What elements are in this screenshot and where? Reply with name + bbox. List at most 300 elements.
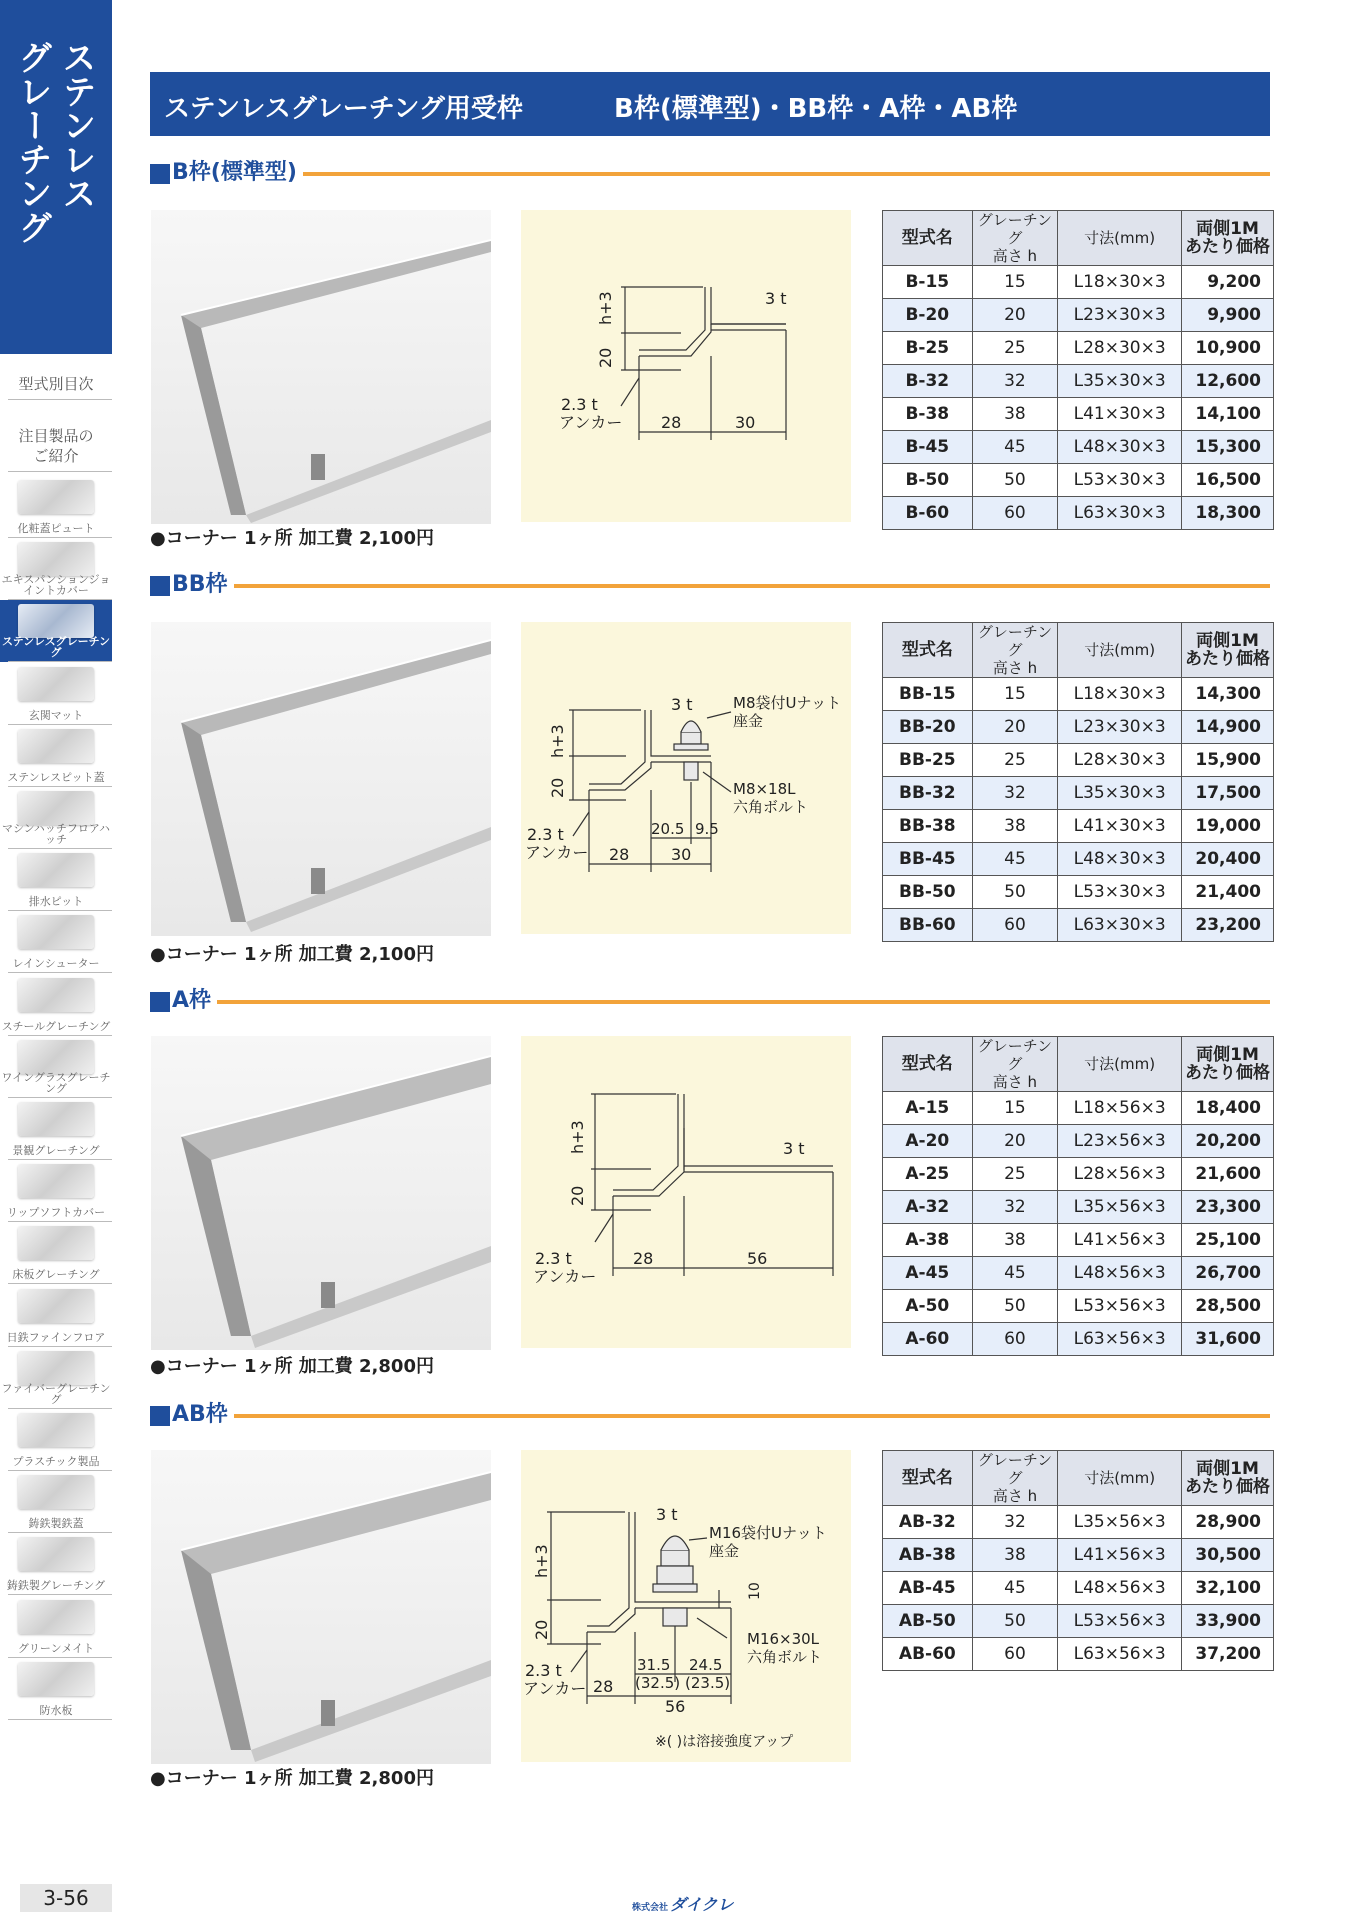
price-cell: 28,900	[1182, 1506, 1274, 1539]
dimension-cell: L28×30×3	[1058, 332, 1182, 365]
height-cell: 15	[972, 266, 1058, 299]
model-cell: BB-60	[883, 909, 973, 942]
anchor-label: アンカー	[559, 413, 623, 432]
corner-fee-note: ●コーナー 1ヶ所 加工費 2,100円	[150, 528, 434, 549]
bolt-label: M16×30L	[747, 1630, 820, 1648]
section-rule	[217, 1000, 1270, 1004]
price-cell: 33,900	[1182, 1605, 1274, 1638]
sidebar-item-label: スチールグレーチング	[1, 1020, 111, 1033]
bolt-offset-1-label: 20.5	[651, 820, 685, 838]
price-cell: 21,400	[1182, 876, 1274, 909]
dimension-cell: L48×30×3	[1058, 431, 1182, 464]
sidebar-item-label: マシンハッチフロアハッチ	[1, 822, 111, 846]
product-thumbnail	[18, 1351, 94, 1385]
sidebar-item[interactable]	[0, 1160, 112, 1222]
section-title: B枠(標準型)	[172, 160, 297, 185]
width-30-label: 30	[671, 845, 692, 864]
table-row	[883, 876, 1274, 909]
table-row	[883, 843, 1274, 876]
table-row	[883, 1638, 1274, 1671]
sidebar-item-label: グリーンメイト	[17, 1642, 95, 1655]
col-model: 型式名	[883, 1451, 973, 1506]
model-cell: AB-38	[883, 1539, 973, 1572]
nav-link-featured[interactable]: 注目製品のご紹介	[0, 426, 112, 466]
height-cell: 20	[972, 1125, 1058, 1158]
price-cell: 37,200	[1182, 1638, 1274, 1671]
anchor-thickness-label: 2.3 t	[525, 1661, 562, 1680]
table-row	[883, 744, 1274, 777]
col-grating-height: グレーチング 高さ h	[972, 1037, 1058, 1092]
anchor-label: アンカー	[533, 1267, 597, 1286]
depth-20-label: 20	[568, 1185, 587, 1206]
height-cell: 38	[972, 398, 1058, 431]
dimension-cell: L35×30×3	[1058, 365, 1182, 398]
dimension-cell: L63×30×3	[1058, 497, 1182, 530]
heading-square-icon	[150, 992, 170, 1012]
h-label: h+3	[532, 1544, 551, 1578]
table-row	[883, 1158, 1274, 1191]
nut-label: M8袋付Uナット	[733, 694, 842, 712]
product-photo-ab	[151, 1450, 491, 1764]
height-cell: 32	[972, 1191, 1058, 1224]
price-cell: 23,200	[1182, 909, 1274, 942]
model-cell: BB-32	[883, 777, 973, 810]
col-model: 型式名	[883, 623, 973, 678]
product-thumbnail	[18, 729, 94, 763]
product-photo-a	[151, 1036, 491, 1350]
price-cell: 14,900	[1182, 711, 1274, 744]
product-thumbnail	[18, 1413, 94, 1447]
model-cell: BB-38	[883, 810, 973, 843]
table-row	[883, 1290, 1274, 1323]
price-cell: 9,900	[1182, 299, 1274, 332]
product-thumbnail	[18, 853, 94, 887]
section-title: A枠	[172, 988, 212, 1013]
sidebar-item-label: 玄関マット	[28, 709, 84, 722]
sidebar-item-label: 景観グレーチング	[12, 1144, 100, 1157]
table-row	[883, 1506, 1274, 1539]
price-cell: 21,600	[1182, 1158, 1274, 1191]
col-price: 両側1M あたり価格	[1182, 623, 1274, 678]
dimension-cell: L53×30×3	[1058, 464, 1182, 497]
model-cell: B-50	[883, 464, 973, 497]
height-cell: 45	[972, 1572, 1058, 1605]
dimension-cell: L63×30×3	[1058, 909, 1182, 942]
footnote: ※( )は溶接強度アップ	[655, 1734, 794, 1750]
table-row	[883, 464, 1274, 497]
price-cell: 32,100	[1182, 1572, 1274, 1605]
category-title-line1: ステンレス	[56, 40, 96, 210]
table-row	[883, 1257, 1274, 1290]
model-cell: A-45	[883, 1257, 973, 1290]
sidebar-item[interactable]	[0, 1596, 112, 1658]
section-heading-b	[150, 158, 1270, 188]
price-cell: 20,400	[1182, 843, 1274, 876]
product-thumbnail	[18, 542, 94, 576]
sidebar-item[interactable]	[0, 1036, 112, 1098]
model-cell: A-60	[883, 1323, 973, 1356]
model-cell: AB-60	[883, 1638, 973, 1671]
table-row	[883, 332, 1274, 365]
sidebar-item-label: 防水板	[39, 1704, 73, 1717]
product-thumbnail	[18, 1537, 94, 1571]
dimension-cell: L23×56×3	[1058, 1125, 1182, 1158]
model-cell: B-32	[883, 365, 973, 398]
sidebar-item-label: レインシューター	[12, 957, 100, 970]
sidebar-item[interactable]	[0, 476, 112, 538]
dimension-cell: L18×30×3	[1058, 266, 1182, 299]
corner-fee-note: ●コーナー 1ヶ所 加工費 2,800円	[150, 1768, 434, 1789]
product-thumbnail	[18, 791, 94, 825]
width-56-label: 56	[747, 1249, 768, 1268]
price-cell: 25,100	[1182, 1224, 1274, 1257]
sidebar-item-label: 排水ピット	[28, 895, 84, 908]
corner-fee-note: ●コーナー 1ヶ所 加工費 2,800円	[150, 1356, 434, 1377]
cross-section-drawing-a	[521, 1036, 851, 1348]
section-heading-a	[150, 986, 1270, 1016]
table-row	[883, 497, 1274, 530]
col-grating-height: グレーチング 高さ h	[972, 1451, 1058, 1506]
product-thumbnail	[18, 1040, 94, 1074]
sidebar-item[interactable]	[0, 1658, 112, 1720]
cross-section-drawing-b	[521, 210, 851, 522]
section-title: AB枠	[172, 1402, 228, 1427]
product-thumbnail	[18, 1475, 94, 1509]
h-label: h+3	[596, 291, 615, 325]
sidebar-item[interactable]	[0, 974, 112, 1036]
nut-label: M16袋付Uナット	[709, 1524, 827, 1542]
sidebar-item[interactable]	[0, 600, 112, 662]
table-row	[883, 398, 1274, 431]
model-cell: B-20	[883, 299, 973, 332]
sidebar-item-label: 鋳鉄製鉄蓋	[28, 1517, 84, 1530]
bolt-offset-1-alt-label: (32.5)	[635, 1674, 681, 1692]
section-rule	[303, 172, 1270, 176]
section-heading-bb	[150, 570, 1270, 600]
table-row	[883, 431, 1274, 464]
model-cell: A-38	[883, 1224, 973, 1257]
cross-section-drawing-ab	[521, 1450, 851, 1762]
price-table-bb	[882, 622, 1274, 942]
table-row	[883, 1572, 1274, 1605]
product-thumbnail	[18, 480, 94, 514]
bolt-offset-2-label: 24.5	[689, 1656, 723, 1674]
anchor-thickness-label: 2.3 t	[535, 1249, 572, 1268]
page-header	[150, 72, 1270, 136]
sidebar-item[interactable]	[0, 663, 112, 725]
model-cell: A-25	[883, 1158, 973, 1191]
price-cell: 10,900	[1182, 332, 1274, 365]
section-rule	[234, 1414, 1270, 1418]
model-cell: BB-15	[883, 678, 973, 711]
sidebar-item-label: 鋳鉄製グレーチング	[6, 1579, 106, 1592]
depth-20-label: 20	[596, 347, 615, 368]
sidebar-item-label: リップソフトカバー	[6, 1206, 106, 1219]
bolt-label: M8×18L	[733, 780, 796, 798]
price-cell: 15,900	[1182, 744, 1274, 777]
dimension-cell: L63×56×3	[1058, 1323, 1182, 1356]
table-row	[883, 1191, 1274, 1224]
height-cell: 25	[972, 744, 1058, 777]
sidebar-item[interactable]	[0, 1347, 112, 1409]
page-title: ステンレスグレーチング用受枠	[164, 94, 523, 124]
dimension-cell: L48×56×3	[1058, 1572, 1182, 1605]
height-cell: 38	[972, 810, 1058, 843]
sidebar-item-label: プラスチック製品	[12, 1455, 100, 1468]
col-dimension: 寸法(mm)	[1058, 1037, 1182, 1092]
price-cell: 14,100	[1182, 398, 1274, 431]
thickness-label: 3 t	[783, 1139, 805, 1158]
dimension-cell: L28×30×3	[1058, 744, 1182, 777]
model-cell: A-15	[883, 1092, 973, 1125]
col-dimension: 寸法(mm)	[1058, 211, 1182, 266]
product-thumbnail	[18, 1600, 94, 1634]
model-cell: BB-45	[883, 843, 973, 876]
table-row	[883, 365, 1274, 398]
model-cell: AB-45	[883, 1572, 973, 1605]
anchor-thickness-label: 2.3 t	[561, 395, 598, 414]
product-thumbnail	[18, 667, 94, 701]
price-cell: 18,400	[1182, 1092, 1274, 1125]
price-cell: 9,200	[1182, 266, 1274, 299]
height-cell: 60	[972, 1638, 1058, 1671]
bolt-type-label: 六角ボルト	[747, 1648, 823, 1666]
sidebar-item[interactable]	[0, 1409, 112, 1471]
bolt-offset-2-alt-label: (23.5)	[685, 1674, 731, 1692]
category-tab	[0, 0, 112, 354]
product-photo-bb	[151, 622, 491, 936]
section-rule	[234, 584, 1270, 588]
dimension-cell: L53×30×3	[1058, 876, 1182, 909]
height-cell: 45	[972, 1257, 1058, 1290]
sidebar-item-label: エキスパンションジョイントカバー	[1, 573, 111, 597]
table-row	[883, 1539, 1274, 1572]
table-row	[883, 299, 1274, 332]
model-cell: B-25	[883, 332, 973, 365]
height-cell: 45	[972, 843, 1058, 876]
table-row	[883, 909, 1274, 942]
width-56-label: 56	[665, 1697, 686, 1716]
section-heading-ab	[150, 1400, 1270, 1430]
height-cell: 45	[972, 431, 1058, 464]
sidebar-item-label: ステンレスグレーチング	[1, 635, 111, 659]
dimension-cell: L41×56×3	[1058, 1539, 1182, 1572]
height-cell: 15	[972, 678, 1058, 711]
dimension-cell: L53×56×3	[1058, 1290, 1182, 1323]
price-cell: 19,000	[1182, 810, 1274, 843]
price-cell: 15,300	[1182, 431, 1274, 464]
h-label: h+3	[568, 1120, 587, 1154]
thickness-label: 3 t	[765, 289, 787, 308]
sidebar-item[interactable]	[0, 911, 112, 973]
product-thumbnail	[18, 1226, 94, 1260]
dimension-cell: L35×56×3	[1058, 1506, 1182, 1539]
table-row	[883, 1605, 1274, 1638]
col-model: 型式名	[883, 1037, 973, 1092]
model-cell: B-60	[883, 497, 973, 530]
sidebar-item-label: ワイングラスグレーチング	[1, 1071, 111, 1095]
height-cell: 32	[972, 777, 1058, 810]
sidebar-item-label: ステンレスピット蓋	[7, 771, 105, 784]
depth-20-label: 20	[532, 1619, 551, 1640]
washer-label: 座金	[709, 1542, 740, 1560]
product-photo-b	[151, 210, 491, 524]
heading-square-icon	[150, 1406, 170, 1426]
anchor-label: アンカー	[523, 1679, 587, 1698]
model-cell: BB-50	[883, 876, 973, 909]
sidebar-item[interactable]	[0, 538, 112, 600]
model-cell: A-20	[883, 1125, 973, 1158]
col-dimension: 寸法(mm)	[1058, 623, 1182, 678]
model-cell: A-50	[883, 1290, 973, 1323]
corner-fee-note: ●コーナー 1ヶ所 加工費 2,100円	[150, 944, 434, 965]
price-cell: 16,500	[1182, 464, 1274, 497]
dimension-cell: L53×56×3	[1058, 1605, 1182, 1638]
cross-section-drawing-bb	[521, 622, 851, 934]
dimension-cell: L41×56×3	[1058, 1224, 1182, 1257]
bolt-offset-2-label: 9.5	[695, 820, 719, 838]
col-grating-height: グレーチング 高さ h	[972, 623, 1058, 678]
price-cell: 17,500	[1182, 777, 1274, 810]
height-cell: 50	[972, 1605, 1058, 1638]
col-price: 両側1M あたり価格	[1182, 1037, 1274, 1092]
height-cell: 32	[972, 1506, 1058, 1539]
sidebar-item[interactable]	[0, 849, 112, 911]
height-cell: 60	[972, 909, 1058, 942]
product-thumbnail	[18, 1102, 94, 1136]
h-label: h+3	[548, 724, 567, 758]
dimension-cell: L41×30×3	[1058, 810, 1182, 843]
dimension-cell: L41×30×3	[1058, 398, 1182, 431]
table-row	[883, 1125, 1274, 1158]
bolt-type-label: 六角ボルト	[733, 798, 809, 816]
height-cell: 38	[972, 1539, 1058, 1572]
table-row	[883, 678, 1274, 711]
model-cell: B-15	[883, 266, 973, 299]
company-logo: 株式会社 ダイクレ	[632, 1895, 734, 1914]
nav-link-model-index[interactable]: 型式別目次	[0, 374, 112, 394]
sidebar-item-label: 化粧蓋ピュート	[17, 522, 95, 535]
dimension-cell: L48×56×3	[1058, 1257, 1182, 1290]
height-cell: 60	[972, 1323, 1058, 1356]
dimension-cell: L23×30×3	[1058, 299, 1182, 332]
model-cell: B-45	[883, 431, 973, 464]
product-thumbnail	[18, 1662, 94, 1696]
sidebar-item-label: 日鉄ファインフロア	[6, 1331, 106, 1344]
sidebar-item[interactable]	[0, 725, 112, 787]
sidebar-item-label: ファイバーグレーチング	[1, 1382, 111, 1406]
height-cell: 20	[972, 299, 1058, 332]
sidebar-item[interactable]	[0, 1222, 112, 1284]
model-cell: BB-20	[883, 711, 973, 744]
thickness-label: 3 t	[671, 695, 693, 714]
model-cell: AB-32	[883, 1506, 973, 1539]
table-row	[883, 711, 1274, 744]
dimension-cell: L48×30×3	[1058, 843, 1182, 876]
col-model: 型式名	[883, 211, 973, 266]
dimension-cell: L63×56×3	[1058, 1638, 1182, 1671]
model-cell: BB-25	[883, 744, 973, 777]
sidebar-item-label: 床板グレーチング	[12, 1268, 100, 1281]
dimension-cell: L23×30×3	[1058, 711, 1182, 744]
col-price: 両側1M あたり価格	[1182, 1451, 1274, 1506]
table-row	[883, 1323, 1274, 1356]
model-cell: B-38	[883, 398, 973, 431]
sidebar-item[interactable]	[0, 1533, 112, 1595]
sidebar-item[interactable]	[0, 1098, 112, 1160]
width-28-label: 28	[661, 413, 682, 432]
depth-10-label: 10	[747, 1582, 763, 1600]
width-30-label: 30	[735, 413, 756, 432]
height-cell: 20	[972, 711, 1058, 744]
dimension-cell: L35×30×3	[1058, 777, 1182, 810]
width-28-label: 28	[593, 1677, 614, 1696]
sidebar-item[interactable]	[0, 787, 112, 849]
product-thumbnail	[18, 978, 94, 1012]
height-cell: 50	[972, 1290, 1058, 1323]
category-title-line2: グレーチング	[12, 40, 52, 244]
price-table-ab	[882, 1450, 1274, 1671]
price-cell: 23,300	[1182, 1191, 1274, 1224]
sidebar-item[interactable]	[0, 1471, 112, 1533]
washer-label: 座金	[733, 712, 764, 730]
page-number: 3-56	[20, 1884, 112, 1912]
bolt-offset-1-label: 31.5	[637, 1656, 671, 1674]
price-cell: 26,700	[1182, 1257, 1274, 1290]
col-price: 両側1M あたり価格	[1182, 211, 1274, 266]
dimension-cell: L18×30×3	[1058, 678, 1182, 711]
price-cell: 14,300	[1182, 678, 1274, 711]
depth-20-label: 20	[548, 777, 567, 798]
product-thumbnail	[18, 1164, 94, 1198]
sidebar-item[interactable]	[0, 1285, 112, 1347]
anchor-label: アンカー	[525, 843, 589, 862]
section-title: BB枠	[172, 572, 228, 597]
price-table-a	[882, 1036, 1274, 1356]
product-thumbnail	[18, 604, 94, 638]
height-cell: 32	[972, 365, 1058, 398]
price-cell: 12,600	[1182, 365, 1274, 398]
price-table-b	[882, 210, 1274, 530]
dimension-cell: L18×56×3	[1058, 1092, 1182, 1125]
height-cell: 15	[972, 1092, 1058, 1125]
height-cell: 25	[972, 332, 1058, 365]
dimension-cell: L35×56×3	[1058, 1191, 1182, 1224]
width-28-label: 28	[609, 845, 630, 864]
table-row	[883, 266, 1274, 299]
height-cell: 60	[972, 497, 1058, 530]
col-grating-height: グレーチング 高さ h	[972, 211, 1058, 266]
table-row	[883, 810, 1274, 843]
table-row	[883, 1224, 1274, 1257]
product-thumbnail	[18, 915, 94, 949]
dimension-cell: L28×56×3	[1058, 1158, 1182, 1191]
table-row	[883, 1092, 1274, 1125]
heading-square-icon	[150, 164, 170, 184]
table-row	[883, 777, 1274, 810]
height-cell: 50	[972, 876, 1058, 909]
model-cell: A-32	[883, 1191, 973, 1224]
price-cell: 18,300	[1182, 497, 1274, 530]
price-cell: 30,500	[1182, 1539, 1274, 1572]
height-cell: 25	[972, 1158, 1058, 1191]
width-28-label: 28	[633, 1249, 654, 1268]
col-dimension: 寸法(mm)	[1058, 1451, 1182, 1506]
model-cell: AB-50	[883, 1605, 973, 1638]
height-cell: 50	[972, 464, 1058, 497]
product-thumbnail	[18, 1289, 94, 1323]
thickness-label: 3 t	[656, 1505, 678, 1524]
